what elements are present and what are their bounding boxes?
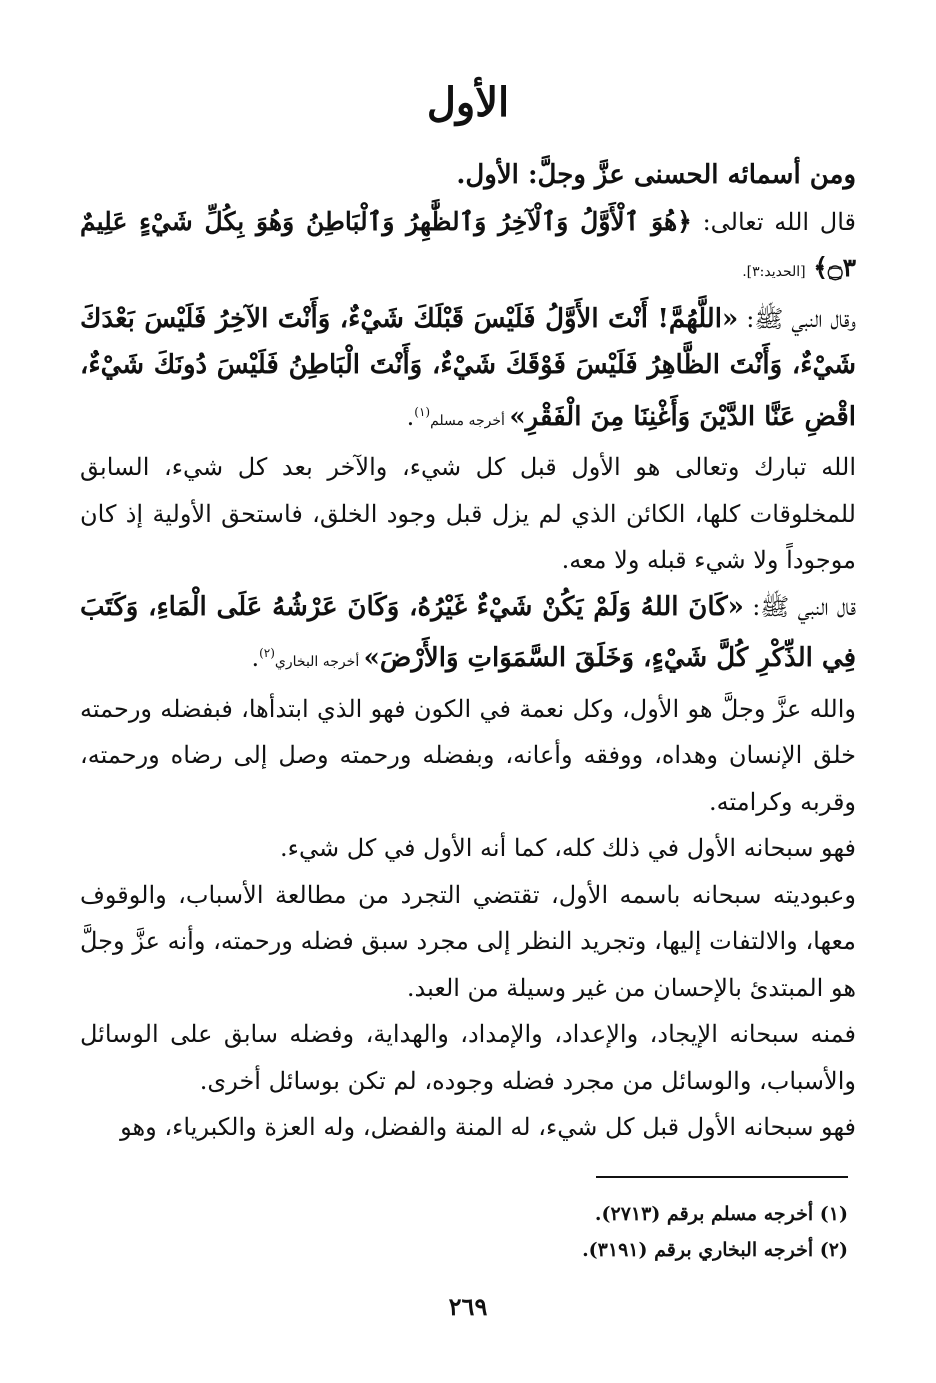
footnote-2: (٢) أخرجه البخاري برقم (٣١٩١). [582,1239,848,1261]
quran-reference: [الحديد:٣]. [742,264,806,280]
footnote-marker-2: (٢) [259,646,275,660]
paragraph-2: والله عزَّ وجلَّ هو الأول، وكل نعمة في الكون فهو الذي ابتدأها، فبفضله ورحمته خلق الإنسان وهداه، ووفقه وأعانه، وبفضله ورحمته وصل إلى رضاه ورحمته، وقربه وكرامته. [80,694,856,816]
paragraph-4: وعبوديته سبحانه باسمه الأول، تقتضي التجرد من مطالعة الأسباب، والوقوف معها، والالتفات إليها، وتجريد النظر إلى مجرد سبق فضله ورحمته، وأنه عزَّ وجلَّ هو المبتدئ بالإحسان من غير وسيلة من العبد. [80,880,856,1002]
hadith-2-intro: قال النبي ﷺ: [743,592,856,621]
hadith-2-source: أخرجه البخاري [274,654,364,670]
quran-intro-text: قال الله تعالى: [691,207,857,236]
hadith-2-end: . [251,644,260,672]
quran-quote-paragraph [80,199,856,296]
quran-verse: ﴿هُوَ ٱلْأَوَّلُ وَٱلْآخِرُ وَٱلظَّٰهِرُ وَٱلْبَاطِنُ وَهُوَ بِكُلِّ شَيْءٍ عَلِيمٌ ۝٣﴾ [80,206,856,282]
hadith-1-text: «اللَّهُمَّ! أَنْتَ الأَوَّلُ فَلَيْسَ قَبْلَكَ شَيْءٌ، وَأَنْتَ الآخِرُ فَلَيْسَ بَعْدَكَ شَيْءٌ، وَأَنْتَ الظَّاهِرُ فَلَيْسَ فَوْقَكَ شَيْءٌ، وَأَنْتَ الْبَاطِنُ فَلَيْسَ دُونَكَ شَيْءٌ، اقْضِ عَنَّا الدَّيْنَ وَأَغْنِنَا مِنَ الْفَقْرِ» [80,303,856,432]
intro-paragraph: ومن أسمائه الحسنى عزَّ وجلَّ: الأول. [456,160,856,190]
hadith-1-end: . [406,402,415,431]
footnote-divider [596,1176,848,1178]
page-number: ٢٦٩ [448,1292,488,1321]
hadith-2-text: «كَانَ اللهُ وَلَمْ يَكُنْ شَيْءٌ غَيْرُهُ، وَكَانَ عَرْشُهُ عَلَى الْمَاءِ، وَكَتَبَ فِي الذِّكْرِ كُلَّ شَيْءٍ، وَخَلَقَ السَّمَوَاتِ وَالأَرْضَ» [80,591,856,673]
footnote-1: (١) أخرجه مسلم برقم (٢٧١٣). [594,1203,848,1225]
body-text [80,152,856,1151]
hadith-1-paragraph [80,296,856,445]
hadith-1-source: أخرجه مسلم [430,412,510,429]
hadith-1-intro: وقال النبي ﷺ: [738,304,856,333]
paragraph-5: فمنه سبحانه الإيجاد، والإعداد، والإمداد، والهداية، وفضله سابق على الوسائل والأسباب، والوسائل من مجرد فضله وجوده، لم تكن بوسائل أخرى. [80,1020,856,1095]
paragraph-6: فهو سبحانه الأول قبل كل شيء، له المنة والفضل، وله العزة والكبرياء، وهو [120,1113,856,1141]
paragraph-3: فهو سبحانه الأول في ذلك كله، كما أنه الأول في كل شيء. [280,834,856,862]
page-title: الأول [426,79,510,126]
footnotes [400,1196,848,1268]
paragraph-1: الله تبارك وتعالى هو الأول قبل كل شيء، والآخر بعد كل شيء، السابق للمخلوقات كلها، الكائن الذي لم يزل قبل وجود الخلق، فاستحق الأولية إذ كان موجوداً ولا شيء قبله ولا معه. [80,453,856,574]
footnote-marker-1: (١) [414,404,431,419]
hadith-2-paragraph [80,584,856,686]
